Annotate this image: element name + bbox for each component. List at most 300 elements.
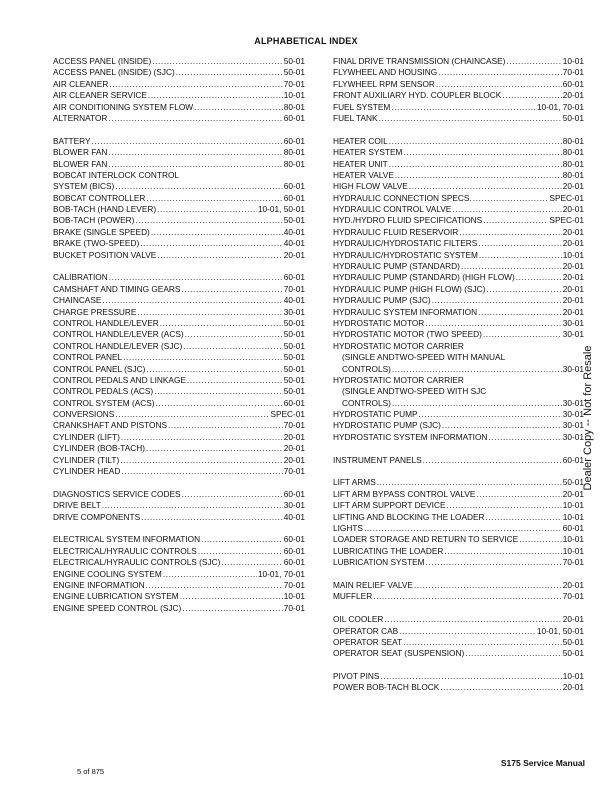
index-entry-page-ref: 80-01: [562, 169, 584, 180]
index-entry: [53, 421, 305, 432]
index-entry-page-ref: 80-01: [283, 147, 305, 158]
index-entry-topic: HEATER VALVE: [333, 169, 394, 180]
index-entry: [53, 102, 305, 113]
index-entry-page-ref: 80-01: [283, 101, 305, 112]
index-entry-topic: LIFTING AND BLOCKING THE LOADER: [333, 511, 485, 522]
index-entry: [53, 489, 305, 500]
index-entry-topic: ACCESS PANEL (INSIDE) (SJC): [53, 67, 175, 78]
index-entry: [333, 136, 584, 147]
dot-leader: [465, 648, 562, 659]
index-entry-page-ref: 70-01: [562, 557, 584, 568]
section-spacer: [333, 466, 584, 477]
index-entry-topic: AIR CLEANER: [53, 78, 109, 89]
dot-leader: [109, 272, 283, 283]
index-entry-topic: OPERATOR SEAT: [333, 636, 403, 647]
index-entry-page-ref: 50-01: [283, 363, 305, 374]
index-entry: [53, 67, 305, 78]
index-entry-topic: HEATER SYSTEM: [333, 147, 403, 158]
dot-leader: [160, 318, 283, 329]
dot-leader: [373, 591, 562, 602]
index-entry-page-ref: 70-01: [562, 591, 584, 602]
index-entry-topic: HEATER UNIT: [333, 158, 388, 169]
index-entry: [333, 523, 584, 534]
index-entry-topic: CYLINDER (TILT): [53, 454, 120, 465]
index-entry-topic: FRONT AUXILIARY HYD. COUPLER BLOCK: [333, 90, 502, 101]
index-entry: [333, 79, 584, 90]
index-entry: [333, 398, 584, 409]
index-entry-topic: HYD./HYDRO FLUID SPECIFICATIONS: [333, 215, 483, 226]
dot-leader: [187, 375, 283, 386]
index-entry-page-ref: 60-01: [562, 523, 584, 533]
dot-leader: [442, 421, 562, 432]
index-entry-topic: ENGINE INFORMATION: [53, 579, 145, 590]
index-column-left: [53, 56, 305, 614]
index-entry: [333, 489, 584, 500]
dot-leader: [121, 466, 282, 477]
dot-leader: [486, 284, 561, 295]
index-entry: [53, 227, 305, 238]
index-entry: [333, 614, 584, 625]
index-entry: [53, 409, 305, 420]
index-entry: [53, 500, 305, 511]
index-entry: [53, 329, 305, 340]
index-entry-topic: CONTROLS): [342, 363, 391, 374]
index-entry-topic: LUBRICATING THE LOADER: [333, 545, 444, 556]
dot-leader: [146, 193, 282, 204]
index-entry-page-ref: 50-01: [562, 477, 584, 488]
section-spacer: [333, 569, 584, 580]
index-entry-page-ref: 20-01: [562, 614, 584, 625]
index-entry-page-ref: 10-01: [562, 534, 584, 545]
dot-leader: [461, 261, 562, 272]
index-entry-topic: ELECTRICAL/HYRAULIC CONTROLS (SJC): [53, 557, 221, 568]
dot-leader: [183, 341, 283, 352]
index-entry-topic: ENGINE SPEED CONTROL (SJC): [53, 602, 182, 613]
index-entry-page-ref: 40-01: [283, 295, 305, 306]
index-entry: [53, 307, 305, 318]
dot-leader: [519, 534, 562, 545]
index-entry-page-ref: 50-01: [283, 352, 305, 363]
dot-leader: [516, 272, 562, 283]
index-entry: [53, 603, 305, 614]
index-entry-page-ref: 20-01: [283, 454, 305, 465]
index-entry: [53, 443, 305, 454]
index-entry-topic: LIFT ARM BYPASS CONTROL VALVE: [333, 488, 476, 499]
index-entry-page-ref: 20-01: [562, 226, 584, 237]
index-entry: [333, 580, 584, 591]
index-entry-topic: HYDROSTATIC PUMP (SJC): [333, 420, 441, 431]
index-entry: [53, 147, 305, 158]
section-spacer: [53, 261, 305, 272]
section-spacer: [53, 477, 305, 488]
index-entry-page-ref: 40-01: [283, 511, 305, 522]
dot-leader: [108, 159, 282, 170]
index-entry-page-ref: 50-01: [283, 215, 305, 226]
dot-leader: [379, 113, 562, 124]
index-entry-page-ref: 60-01: [283, 545, 305, 556]
index-entry-topic: HYDRAULIC CONTROL VALVE: [333, 204, 452, 215]
index-entry: [333, 181, 584, 192]
index-entry-page-ref: 60-01: [283, 181, 305, 192]
index-entry-topic: DRIVE COMPONENTS: [53, 511, 141, 522]
dot-leader: [391, 102, 536, 113]
index-entry: [333, 534, 584, 545]
index-entry-page-ref: 20-01: [562, 682, 584, 693]
index-entry: [53, 569, 305, 580]
dot-leader: [163, 569, 257, 580]
index-entry-topic: HYDROSTATIC MOTOR: [333, 317, 425, 328]
index-entry: [53, 272, 305, 283]
dot-leader: [137, 307, 282, 318]
index-entry-topic: CONTROL HANDLE/LEVER: [53, 317, 159, 328]
index-entry-page-ref: 10-01: [562, 249, 584, 260]
index-entry-topic: DRIVE BELT: [53, 500, 101, 511]
index-entry: [333, 56, 584, 67]
index-entry: [53, 364, 305, 375]
index-entry: [333, 238, 584, 249]
index-entry-continuation: BOBCAT INTERLOCK CONTROL: [53, 169, 180, 180]
index-entry-topic: HIGH FLOW VALVE: [333, 181, 408, 192]
index-entry-page-ref: 80-01: [562, 158, 584, 169]
index-entry-topic: FINAL DRIVE TRANSMISSION (CHAINCASE): [333, 55, 506, 66]
index-entry-continuation: (SINGLE ANDTWO-SPEED WITH SJC: [342, 386, 487, 397]
index-entry-topic: MAIN RELIEF VALVE: [333, 579, 413, 590]
index-entry-page-ref: 50-01: [283, 329, 305, 340]
index-entry-page-ref: 10-01: [562, 671, 584, 682]
index-entry: [333, 512, 584, 523]
dot-leader: [168, 421, 283, 432]
dot-leader: [194, 102, 283, 113]
index-entry-topic: ACCESS PANEL (INSIDE): [53, 55, 152, 66]
index-entry: [53, 546, 305, 557]
index-entry-topic: PIVOT PINS: [333, 671, 380, 682]
index-entry: [53, 238, 305, 249]
index-entry-topic: AIR CONDITIONING SYSTEM FLOW: [53, 101, 194, 112]
index-entry-topic: BOB-TACH (HAND LEVER): [53, 204, 157, 215]
dot-leader: [157, 250, 282, 261]
dot-leader: [476, 489, 561, 500]
dot-leader: [182, 489, 283, 500]
index-entry-topic: HYDRAULIC/HYDROSTATIC SYSTEM: [333, 249, 478, 260]
index-entry-page-ref: 10-01, 50-01: [536, 625, 584, 636]
index-entry-page-ref: 20-01: [562, 295, 584, 306]
index-entry: [333, 193, 584, 204]
index-entry: [333, 272, 584, 283]
index-entry-topic: CRANKSHAFT AND PISTONS: [53, 420, 168, 431]
dot-leader: [438, 67, 562, 78]
index-entry-page-ref: 30-01: [283, 500, 305, 511]
index-entry-page-ref: 30-01: [562, 420, 584, 431]
index-entry: [333, 102, 584, 113]
index-entry-page-ref: 20-01: [562, 204, 584, 215]
index-entry-page-ref: 50-01: [283, 340, 305, 351]
dot-leader: [459, 227, 562, 238]
dot-leader: [432, 295, 562, 306]
dot-leader: [419, 409, 562, 420]
index-entry-page-ref: 10-01: [562, 511, 584, 522]
index-entry: [53, 352, 305, 363]
index-entry-page-ref: 10-01, 70-01: [536, 101, 584, 112]
index-entry-continuation: HYDROSTATIC MOTOR CARRIER: [333, 374, 464, 385]
index-entry-page-ref: SPEC-01: [549, 215, 584, 226]
index-entry: [333, 455, 584, 466]
index-entry: [53, 398, 305, 409]
index-entry-topic: CONTROL PANEL (SJC): [53, 363, 146, 374]
dot-leader: [380, 671, 561, 682]
index-entry-continuation: (SINGLE ANDTWO-SPEED WITH MANUAL: [342, 352, 506, 363]
index-entry-page-ref: 50-01: [283, 374, 305, 385]
index-entry-topic: FLYWHEEL AND HOUSING: [333, 67, 438, 78]
dot-leader: [403, 147, 561, 158]
index-entry: [53, 113, 305, 124]
index-entry-page-ref: 20-01: [562, 181, 584, 192]
index-entry-topic: HYDROSTATIC MOTOR (TWO SPEED): [333, 329, 482, 340]
index-entry-page-ref: 30-01: [562, 329, 584, 340]
index-entry-topic: ENGINE LUBRICATION SYSTEM: [53, 591, 179, 602]
dot-leader: [135, 215, 282, 226]
index-entry-topic: OPERATOR CAB: [333, 625, 399, 636]
index-entry-topic: HYDROSTATIC PUMP: [333, 409, 418, 420]
index-entry-page-ref: 30-01: [562, 409, 584, 420]
index-entry: [333, 318, 584, 329]
dot-leader: [185, 329, 283, 340]
index-entry-page-ref: 50-01: [283, 317, 305, 328]
index-entry: [333, 67, 584, 78]
index-entry-topic: CYLINDER HEAD: [53, 466, 121, 477]
dot-leader: [478, 238, 561, 249]
dot-leader: [486, 512, 562, 523]
dot-leader: [395, 170, 562, 181]
index-entry-topic: BLOWER FAN: [53, 147, 108, 158]
index-entry-topic: OPERATOR SEAT (SUSPENSION): [333, 648, 465, 659]
index-entry-topic: CONTROL PANEL: [53, 352, 123, 363]
index-entry-page-ref: 70-01: [562, 67, 584, 78]
index-entry-page-ref: 10-01: [562, 55, 584, 66]
dot-leader: [108, 113, 282, 124]
index-entry-page-ref: 10-01, 70-01: [257, 568, 305, 579]
index-entry-page-ref: 60-01: [283, 488, 305, 499]
index-entry-page-ref: 20-01: [283, 431, 305, 442]
index-entry-page-ref: 60-01: [283, 135, 305, 146]
dot-leader: [473, 193, 549, 204]
dot-leader: [146, 443, 283, 454]
index-entry: [53, 375, 305, 386]
index-entry-page-ref: 20-01: [562, 488, 584, 499]
index-entry: [333, 159, 584, 170]
index-entry: [333, 671, 584, 682]
index-entry: [53, 90, 305, 101]
index-entry-page-ref: 80-01: [283, 158, 305, 169]
dot-leader: [181, 284, 282, 295]
dot-leader: [148, 90, 283, 101]
index-entry-page-ref: 70-01: [283, 579, 305, 590]
index-entry-topic: LUBRICATION SYSTEM: [333, 557, 425, 568]
index-entry: [333, 546, 584, 557]
index-entry-page-ref: 10-01, 50-01: [257, 204, 305, 215]
index-entry: [53, 432, 305, 443]
dot-leader: [180, 591, 283, 602]
dot-leader: [154, 386, 283, 397]
index-entry: [333, 204, 584, 215]
index-entry: [53, 193, 305, 204]
index-entry-page-ref: SPEC-01: [549, 192, 584, 203]
index-entry-page-ref: 30-01: [562, 363, 584, 374]
dot-leader: [198, 546, 283, 557]
dot-leader: [121, 432, 283, 443]
index-entry-topic: SYSTEM (BICS): [53, 181, 115, 192]
dot-leader: [384, 614, 561, 625]
index-entry-topic: CHAINCASE: [53, 295, 102, 306]
dot-leader: [92, 136, 283, 147]
dot-leader: [102, 295, 282, 306]
index-entry: [333, 284, 584, 295]
index-entry-page-ref: 60-01: [283, 272, 305, 283]
dot-leader: [389, 136, 562, 147]
index-entry-topic: ELECTRICAL SYSTEM INFORMATION: [53, 534, 201, 545]
index-entry-topic: CONTROL SYSTEM (ACS): [53, 397, 155, 408]
dot-leader: [108, 147, 282, 158]
index-entry-topic: CONTROL PEDALS AND LINKAGE: [53, 374, 186, 385]
index-entry-topic: HYDRAULIC PUMP (STANDARD) (HIGH FLOW): [333, 272, 515, 283]
index-entry: [333, 648, 584, 659]
index-entry-page-ref: 30-01: [283, 306, 305, 317]
index-entry: [53, 181, 305, 192]
index-entry-topic: ELECTRICAL/HYRAULIC CONTROLS: [53, 545, 197, 556]
dot-leader: [146, 364, 282, 375]
index-entry: [53, 466, 305, 477]
index-entry: [53, 534, 305, 545]
index-entry-topic: OIL COOLER: [333, 614, 384, 625]
dot-leader: [452, 204, 561, 215]
index-entry-page-ref: 80-01: [562, 147, 584, 158]
index-entry-topic: CONTROL HANDLE/LEVER (ACS): [53, 329, 184, 340]
dot-leader: [488, 432, 561, 443]
index-entry-page-ref: 60-01: [283, 534, 305, 545]
index-entry-page-ref: 20-01: [562, 238, 584, 249]
index-entry: [53, 215, 305, 226]
index-entry-topic: CONTROLS): [342, 397, 391, 408]
index-entry-topic: DIAGNOSTICS SERVICE CODES: [53, 488, 181, 499]
index-entry: [333, 215, 584, 226]
dot-leader: [436, 79, 562, 90]
index-column-right: [333, 56, 584, 694]
section-spacer: [333, 124, 584, 135]
index-entry: [53, 580, 305, 591]
dot-leader: [176, 67, 283, 78]
index-entry-topic: AIR CLEANER SERVICE: [53, 90, 147, 101]
index-entry: [333, 364, 584, 375]
dot-leader: [502, 90, 561, 101]
index-entry: [333, 261, 584, 272]
index-entry-page-ref: 60-01: [562, 78, 584, 89]
index-entry: [333, 307, 584, 318]
section-spacer: [333, 603, 584, 614]
index-entry-page-ref: 50-01: [562, 636, 584, 647]
index-entry-topic: FUEL TANK: [333, 112, 378, 123]
index-entry: [53, 56, 305, 67]
index-entry-continuation: HYDROSTATIC MOTOR CARRIER: [333, 340, 464, 351]
index-entry: [53, 455, 305, 466]
index-entry-page-ref: 10-01: [562, 545, 584, 556]
index-entry: [333, 250, 584, 261]
index-entry-page-ref: 50-01: [283, 67, 305, 78]
index-entry: [53, 250, 305, 261]
dot-leader: [414, 580, 562, 591]
index-entry-topic: BOBCAT CONTROLLER: [53, 192, 146, 203]
index-entry-topic: CONTROL PEDALS (ACS): [53, 386, 154, 397]
index-entry-topic: HEATER COIL: [333, 135, 388, 146]
index-entry-page-ref: 20-01: [283, 443, 305, 454]
index-entry-topic: HYDRAULIC CONNECTION SPECS.: [333, 192, 472, 203]
index-entry-topic: LIFT ARMS: [333, 477, 376, 488]
index-entry-topic: CAMSHAFT AND TIMING GEARS: [53, 283, 181, 294]
index-entry-topic: CYLINDER (LIFT): [53, 431, 120, 442]
index-entry-topic: BUCKET POSITION VALVE: [53, 249, 157, 260]
dot-leader: [425, 318, 562, 329]
index-entry: [333, 637, 584, 648]
index-entry: [53, 386, 305, 397]
index-entry: [333, 147, 584, 158]
index-entry: [53, 295, 305, 306]
index-entry-topic: CONTROL HANDLE/LEVER (SJC): [53, 340, 183, 351]
index-entry-topic: CONVERSIONS: [53, 409, 115, 420]
index-entry-topic: ALTERNATOR: [53, 112, 108, 123]
index-entry-page-ref: 40-01: [283, 238, 305, 249]
index-entry-topic: HYDRAULIC PUMP (STANDARD): [333, 261, 460, 272]
index-entry-topic: BATTERY: [53, 135, 91, 146]
index-entry: [53, 79, 305, 90]
index-entry-page-ref: 50-01: [562, 648, 584, 659]
index-entry: [333, 170, 584, 181]
index-entry-topic: HYDRAULIC SYSTEM INFORMATION: [333, 306, 478, 317]
dot-leader: [483, 329, 562, 340]
section-spacer: [333, 660, 584, 671]
index-title: ALPHABETICAL INDEX: [254, 36, 358, 46]
index-entry-page-ref: 30-01: [562, 317, 584, 328]
index-entry-page-ref: 20-01: [562, 261, 584, 272]
section-spacer: [53, 523, 305, 534]
index-entry-page-ref: 60-01: [562, 454, 584, 465]
index-entry-page-ref: 80-01: [562, 135, 584, 146]
index-entry: [53, 284, 305, 295]
index-entry-topic: HYDRAULIC/HYDROSTATIC FILTERS: [333, 238, 478, 249]
dot-leader: [102, 500, 283, 511]
index-entry: [333, 500, 584, 511]
dot-leader: [403, 637, 562, 648]
dot-leader: [506, 56, 561, 67]
index-entry-page-ref: SPEC-01: [270, 409, 305, 420]
index-entry-topic: HYDRAULIC FLUID RESERVOIR: [333, 226, 459, 237]
dot-leader: [392, 398, 562, 409]
index-entry-page-ref: 50-01: [283, 55, 305, 66]
index-entry: [333, 432, 584, 443]
index-entry-page-ref: 70-01: [283, 602, 305, 613]
index-entry: [53, 159, 305, 170]
index-entry-page-ref: 20-01: [562, 272, 584, 283]
dot-leader: [399, 626, 536, 637]
index-entry-page-ref: 20-01: [562, 90, 584, 101]
manual-title: S175 Service Manual: [500, 758, 585, 768]
index-entry: [333, 557, 584, 568]
index-entry-page-ref: 30-01: [562, 397, 584, 408]
dot-leader: [109, 79, 282, 90]
section-spacer: [53, 124, 305, 135]
index-entry-page-ref: 20-01: [562, 283, 584, 294]
dot-leader: [447, 500, 562, 511]
index-entry-page-ref: 60-01: [283, 192, 305, 203]
dot-leader: [115, 409, 269, 420]
index-entry-topic: ENGINE COOLING SYSTEM: [53, 568, 162, 579]
